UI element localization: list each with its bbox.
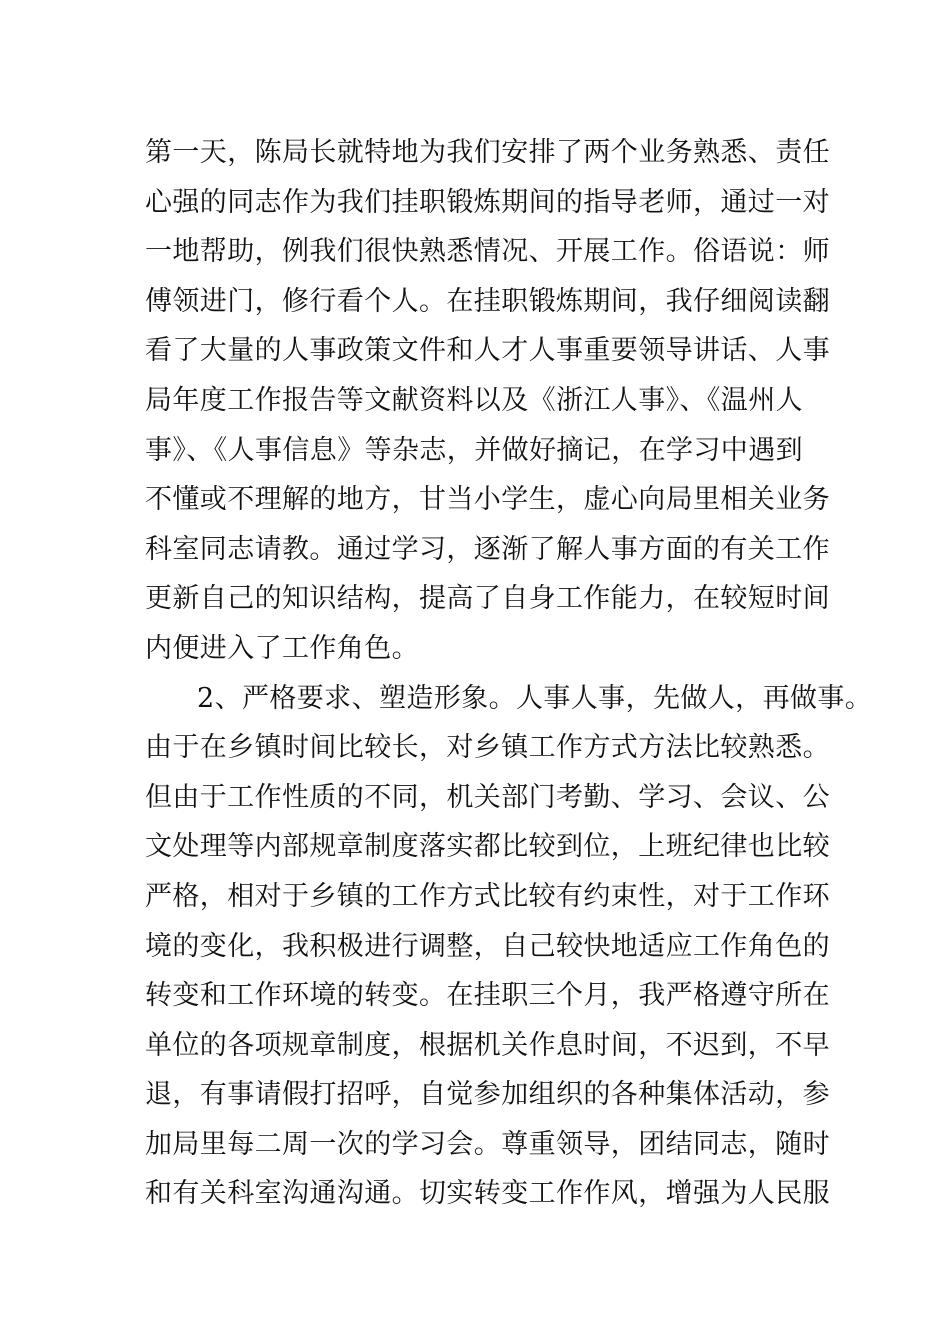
text-line: 第一天，陈局长就特地为我们安排了两个业务熟悉、责任	[145, 137, 830, 168]
text-line: 更新自己的知识结构，提高了自身工作能力，在较短时间	[145, 583, 830, 615]
text-line: 科室同志请教。通过学习，逐渐了解人事方面的有关工作	[145, 533, 830, 565]
text-line: 傅领进门，修行看个人。在挂职锻炼期间，我仔细阅读翻	[145, 285, 830, 317]
text-line: 退，有事请假打招呼，自觉参加组织的各种集体活动，参	[145, 1079, 830, 1111]
text-line: 加局里每二周一次的学习会。尊重领导，团结同志，随时	[145, 1128, 830, 1160]
text-line: 不懂或不理解的地方，甘当小学生，虚心向局里相关业务	[145, 484, 830, 516]
text-line: 事》、《人事信息》等杂志，并做好摘记，在学习中遇到	[145, 434, 803, 466]
text-line: 但由于工作性质的不同，机关部门考勤、学习、会议、公	[145, 781, 830, 813]
text-line: 转变和工作环境的转变。在挂职三个月，我严格遵守所在	[145, 980, 830, 1012]
text-line: 一地帮助，例我们很快熟悉情况、开展工作。俗语说：师	[145, 236, 830, 268]
text-line: 单位的各项规章制度，根据机关作息时间，不迟到，不早	[145, 1029, 830, 1061]
text-line: 看了大量的人事政策文件和人才人事重要领导讲话、人事	[145, 335, 830, 367]
text-line: 严格，相对于乡镇的工作方式比较有约束性，对于工作环	[145, 880, 830, 912]
text-line: 境的变化，我积极进行调整，自己较快地适应工作角色的	[145, 930, 830, 962]
text-line: 心强的同志作为我们挂职锻炼期间的指导老师，通过一对	[145, 186, 830, 218]
text-line: 局年度工作报告等文献资料以及《浙江人事》、《温州人	[145, 384, 803, 416]
body-text	[145, 128, 873, 1219]
text-line: 文处理等内部规章制度落实都比较到位，上班纪律也比较	[145, 831, 830, 863]
text-line: 内便进入了工作角色。	[145, 632, 419, 664]
paragraph-heading-line: 2、严格要求、塑造形象。人事人事，先做人，再做事。	[197, 682, 873, 714]
text-line: 由于在乡镇时间比较长，对乡镇工作方式方法比较熟悉。	[145, 732, 830, 764]
text-line: 和有关科室沟通沟通。切实转变工作作风，增强为人民服	[145, 1178, 830, 1210]
